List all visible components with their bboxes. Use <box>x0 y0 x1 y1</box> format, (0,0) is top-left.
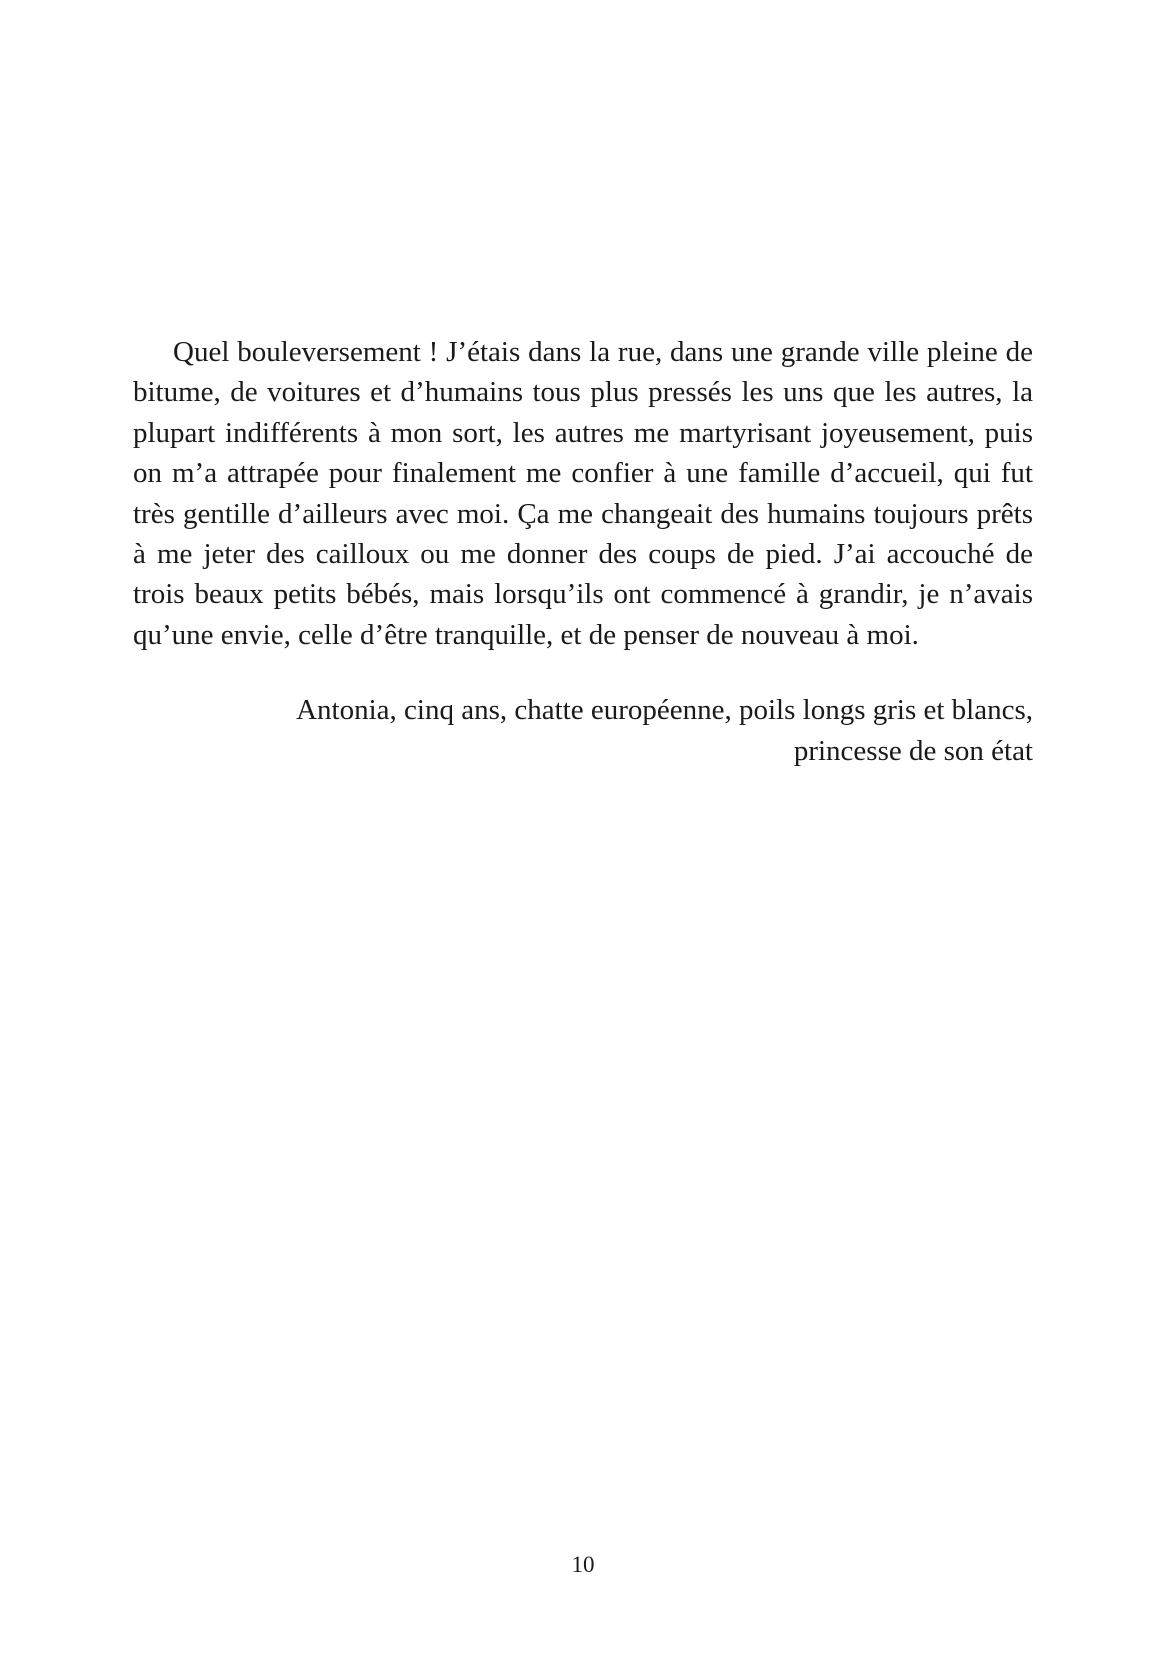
signature <box>133 690 1033 771</box>
text-block <box>133 332 1033 771</box>
body-paragraph: Quel bouleversement ! J’étais dans la rue, dans une grande ville pleine de bitume, de voitures et d’humains tous plus pressés les uns que les autres, la plupart indifférents à mon sort, les autres me martyrisant joyeusement, puis on m’a attrapée pour finalement me confier à une famille d’accueil, qui fut très gentille d’ailleurs avec moi. Ça me changeait des humains toujours prêts à me jeter des cailloux ou me donner des coups de pied. J’ai accouché de trois beaux petits bébés, mais lorsqu’ils ont commencé à grandir, je n’avais qu’une envie, celle d’être tranquille, et de penser de nouveau à moi. <box>133 336 1033 651</box>
signature-line-2: princesse de son état <box>793 734 1033 767</box>
signature-line-1: Antonia, cinq ans, chatte européenne, poils longs gris et blancs, <box>296 694 1033 727</box>
page-number: 10 <box>571 1552 595 1577</box>
